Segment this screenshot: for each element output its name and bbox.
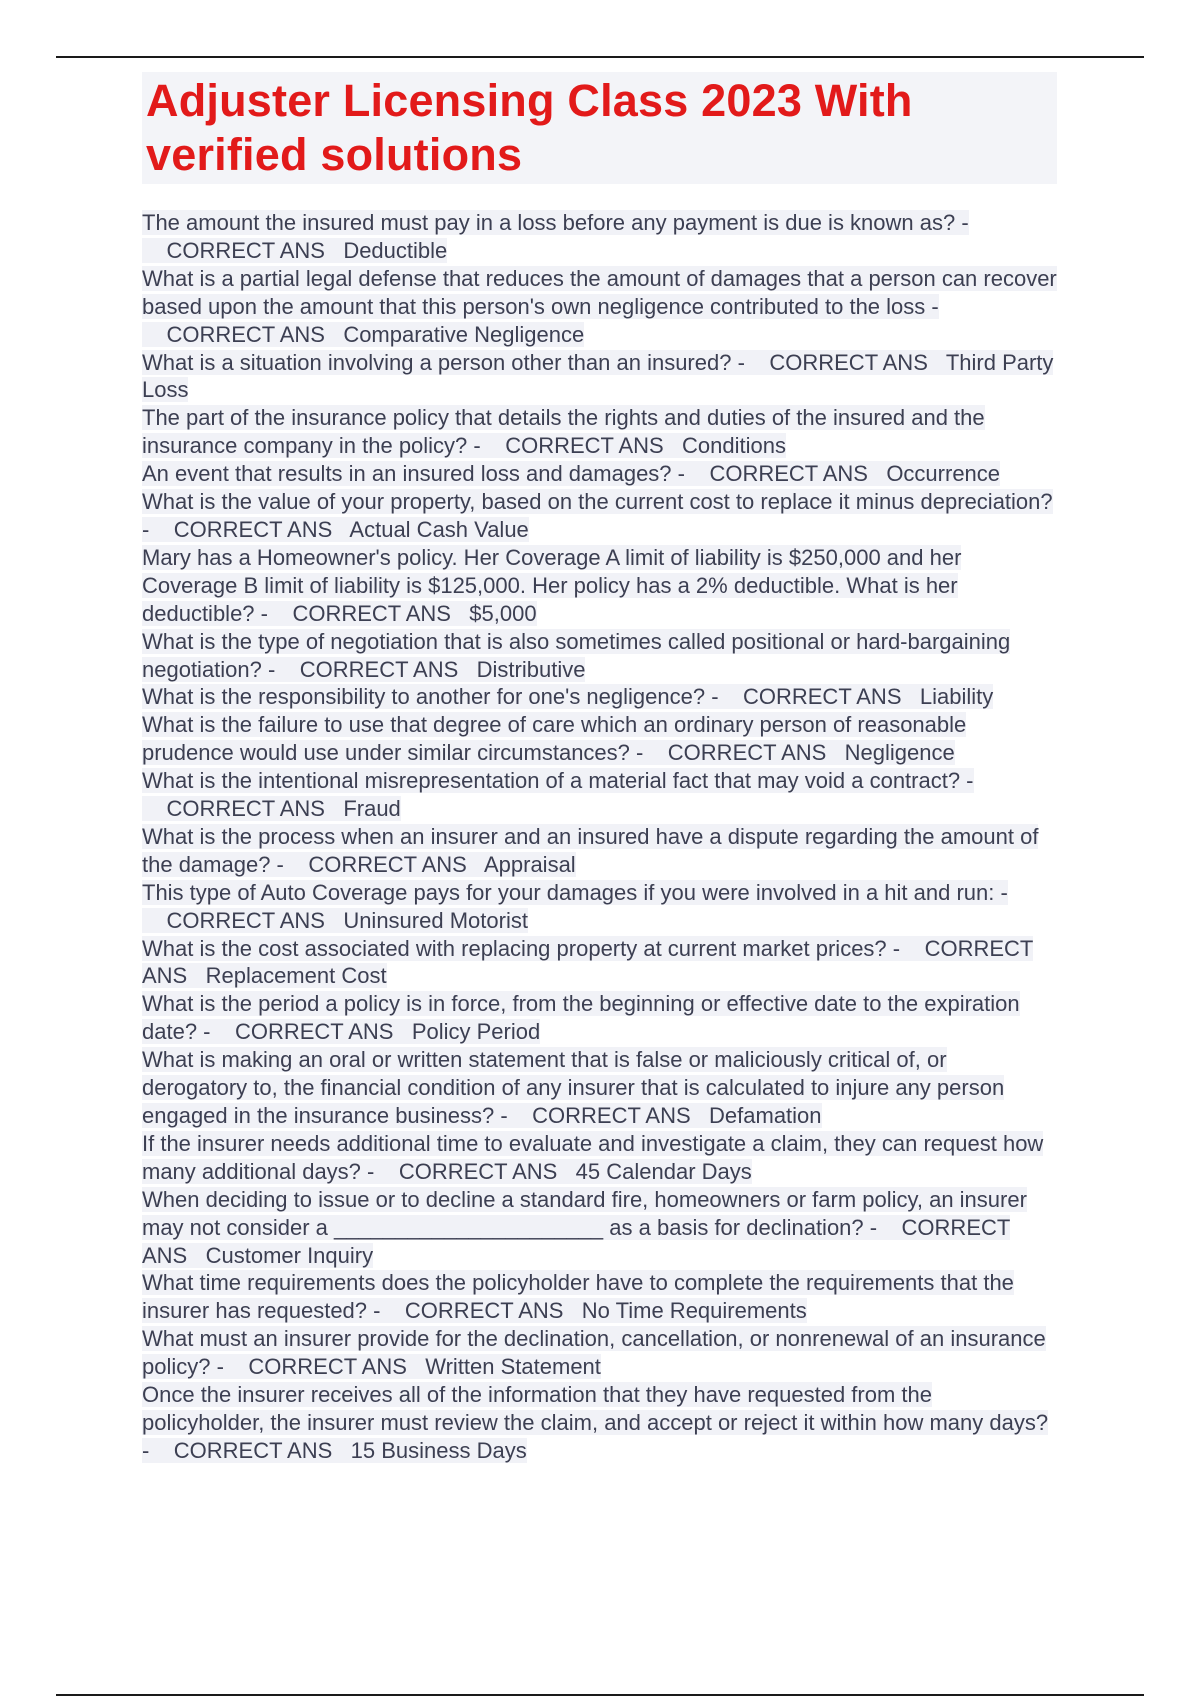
answer-marker: CORRECT ANS bbox=[173, 516, 333, 542]
answer-marker: CORRECT ANS bbox=[532, 1103, 691, 1128]
answer-text: Occurrence bbox=[886, 461, 1001, 487]
question-text: This type of Auto Coverage pays for your damages if you were involved in a hit and run: - bbox=[142, 879, 1008, 905]
question-text: What is the responsibility to another for one's negligence? - bbox=[142, 684, 719, 710]
answer-text: Replacement Cost bbox=[205, 963, 387, 989]
answer-marker: CORRECT ANS bbox=[709, 461, 868, 487]
answer-marker: CORRECT ANS bbox=[769, 349, 928, 375]
question-text: What is the intentional misrepresentation of a material fact that may void a contract? - bbox=[142, 768, 974, 794]
answer-marker: CORRECT ANS bbox=[166, 237, 325, 263]
qa-item-text bbox=[142, 936, 1033, 989]
question-text: What is the cost associated with replacing property at current market prices? - bbox=[142, 935, 901, 961]
top-rule bbox=[56, 56, 1144, 58]
qa-item bbox=[142, 1046, 1057, 1130]
question-text: If the insurer needs additional time to evaluate and investigate a claim, they can request how many additional days? - bbox=[142, 1130, 1044, 1184]
qa-item-text bbox=[142, 1270, 1014, 1323]
answer-text: Appraisal bbox=[483, 851, 576, 877]
answer-marker: CORRECT ANS bbox=[166, 321, 325, 347]
qa-item bbox=[142, 488, 1057, 544]
qa-item bbox=[142, 767, 1057, 823]
qa-item-text bbox=[142, 1131, 1043, 1184]
qa-item bbox=[142, 265, 1057, 349]
answer-marker: CORRECT ANS bbox=[742, 684, 902, 710]
qa-item bbox=[142, 711, 1057, 767]
qa-item-text bbox=[142, 712, 966, 765]
answer-text: Defamation bbox=[709, 1103, 822, 1128]
question-text: What is the type of negotiation that is also sometimes called positional or hard-bargaining negotiation? - bbox=[142, 628, 1011, 682]
answer-marker: CORRECT ANS bbox=[505, 433, 664, 459]
qa-item-text bbox=[142, 1187, 1027, 1268]
answer-text: Liability bbox=[919, 684, 994, 710]
qa-item bbox=[142, 544, 1057, 628]
answer-marker: CORRECT ANS bbox=[166, 796, 325, 822]
question-text: An event that results in an insured loss and damages? - bbox=[142, 461, 685, 487]
qa-item bbox=[142, 404, 1057, 460]
answer-marker: CORRECT ANS bbox=[292, 600, 451, 626]
question-text: What is the process when an insurer and an insured have a dispute regarding the amount of the damage? - bbox=[142, 823, 1039, 877]
qa-item-text bbox=[142, 880, 1008, 933]
answer-marker: CORRECT ANS bbox=[404, 1298, 564, 1324]
question-text: Once the insurer receives all of the information that they have requested from the policyholder, the insurer must review the claim, and accept or reject it within how many days? - bbox=[142, 1382, 1049, 1463]
answer-text: Deductible bbox=[343, 237, 448, 263]
question-text: What must an insurer provide for the declination, cancellation, or nonrenewal of an insurance policy? - bbox=[142, 1326, 1046, 1380]
answer-marker: CORRECT ANS bbox=[142, 935, 1034, 989]
qa-item bbox=[142, 460, 1057, 488]
answer-marker: CORRECT ANS bbox=[234, 1019, 394, 1045]
question-text: What is the value of your property, based on the current cost to replace it minus depreciation? - bbox=[142, 489, 1053, 542]
qa-item-text bbox=[142, 768, 974, 821]
answer-marker: CORRECT ANS bbox=[248, 1354, 407, 1380]
question-text: What is a situation involving a person other than an insured? - bbox=[142, 349, 745, 375]
qa-item bbox=[142, 1381, 1057, 1465]
answer-text: Fraud bbox=[343, 796, 401, 822]
question-text: What time requirements does the policyholder have to complete the requirements that the insurer has requested? - bbox=[142, 1270, 1014, 1324]
answer-text: 15 Business Days bbox=[350, 1437, 527, 1463]
answer-marker: CORRECT ANS bbox=[166, 907, 325, 933]
qa-item-text bbox=[142, 824, 1038, 877]
answer-marker: CORRECT ANS bbox=[398, 1158, 558, 1184]
qa-item-text bbox=[142, 405, 985, 458]
answer-text: Comparative Negligence bbox=[343, 321, 585, 347]
qa-item-text bbox=[142, 991, 1020, 1044]
qa-item bbox=[142, 1186, 1057, 1270]
qa-item bbox=[142, 990, 1057, 1046]
qa-item bbox=[142, 1269, 1057, 1325]
qa-item-text bbox=[142, 1382, 1048, 1463]
answer-text: Actual Cash Value bbox=[349, 516, 529, 542]
answer-text: No Time Requirements bbox=[581, 1298, 807, 1324]
qa-item-text bbox=[142, 489, 1053, 542]
answer-marker: CORRECT ANS bbox=[308, 851, 467, 877]
qa-item-text bbox=[142, 684, 993, 709]
answer-marker: CORRECT ANS bbox=[299, 656, 459, 682]
qa-list bbox=[142, 209, 1057, 1465]
answer-text: Negligence bbox=[844, 740, 955, 766]
answer-text: Conditions bbox=[682, 433, 786, 459]
qa-item-text bbox=[142, 545, 961, 626]
qa-item-text bbox=[142, 1047, 1004, 1128]
question-text: The part of the insurance policy that details the rights and duties of the insured and the insurance company in the policy? - bbox=[142, 405, 985, 459]
qa-item bbox=[142, 209, 1057, 265]
answer-marker: CORRECT ANS bbox=[142, 1214, 1011, 1268]
answer-marker: CORRECT ANS bbox=[667, 740, 827, 766]
qa-item bbox=[142, 349, 1057, 405]
question-text: Mary has a Homeowner's policy. Her Coverage A limit of liability is $250,000 and her Coverage B limit of liability is $125,000. Her policy has a 2% deductible. What is her deductible? - bbox=[142, 544, 962, 626]
qa-item-text bbox=[142, 629, 1010, 682]
qa-item bbox=[142, 823, 1057, 879]
question-text: What is making an oral or written statement that is false or maliciously critical of, or derogatory to, the financial condition of any insurer that is calculated to injure any person engaged in the insurance business? - bbox=[142, 1047, 1005, 1128]
answer-text: $5,000 bbox=[469, 600, 537, 626]
question-text: When deciding to issue or to decline a standard fire, homeowners or farm policy, an insurer may not consider a ______________________ as a basis for declination? - bbox=[142, 1186, 1027, 1240]
qa-item bbox=[142, 935, 1057, 991]
qa-item-text bbox=[142, 210, 969, 263]
bottom-rule bbox=[56, 1694, 1144, 1696]
answer-text: Written Statement bbox=[425, 1354, 601, 1380]
answer-text: 45 Calendar Days bbox=[575, 1158, 752, 1184]
question-text: The amount the insured must pay in a loss before any payment is due is known as? - bbox=[142, 210, 969, 235]
qa-item bbox=[142, 628, 1057, 684]
title-block bbox=[142, 72, 1057, 184]
answer-marker: CORRECT ANS bbox=[173, 1437, 333, 1463]
answer-text: Customer Inquiry bbox=[205, 1242, 374, 1268]
qa-item-text bbox=[142, 461, 1000, 486]
answer-text: Policy Period bbox=[411, 1019, 541, 1045]
qa-item-text bbox=[142, 266, 1057, 347]
answer-text: Distributive bbox=[476, 656, 586, 682]
qa-item-text bbox=[142, 1326, 1046, 1379]
qa-item-text bbox=[142, 350, 1053, 403]
answer-text: Third Party Loss bbox=[142, 349, 1054, 403]
question-text: What is the failure to use that degree of care which an ordinary person of reasonable prudence would use under similar circumstances? - bbox=[142, 712, 967, 766]
qa-item bbox=[142, 683, 1057, 711]
question-text: What is a partial legal defense that reduces the amount of damages that a person can recover based upon the amount that this person's own negligence contributed to the loss - bbox=[142, 265, 1057, 319]
qa-item bbox=[142, 1325, 1057, 1381]
qa-item bbox=[142, 879, 1057, 935]
answer-text: Uninsured Motorist bbox=[343, 907, 528, 933]
question-text: What is the period a policy is in force, from the beginning or effective date to the expiration date? - bbox=[142, 991, 1020, 1045]
qa-item bbox=[142, 1130, 1057, 1186]
document-title: Adjuster Licensing Class 2023 With verified solutions bbox=[146, 75, 913, 180]
